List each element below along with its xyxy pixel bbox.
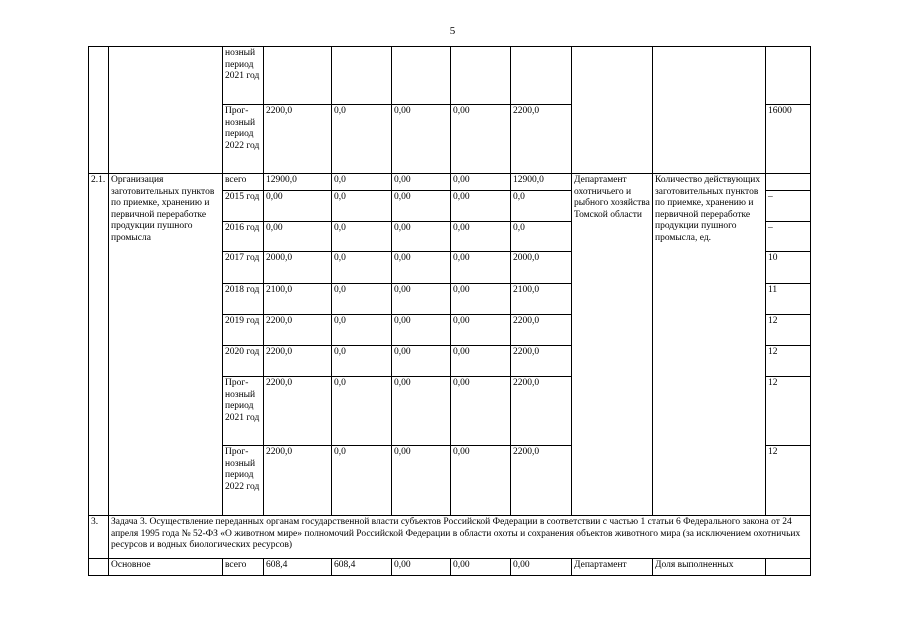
value-cell: 0,0	[511, 191, 572, 222]
value-cell: 2000,0	[264, 252, 332, 284]
value-cell: 2200,0	[264, 105, 332, 174]
value-cell: 0,00	[451, 191, 511, 222]
value-cell: 2000,0	[511, 252, 572, 284]
value-cell: 0,0	[332, 377, 392, 446]
num-cell: 2.1.	[89, 174, 109, 516]
value-cell: 0,00	[264, 222, 332, 252]
value-cell: 0,0	[332, 446, 392, 516]
indicator-value-cell	[766, 174, 811, 191]
value-cell: 0,0	[332, 284, 392, 315]
value-cell: 0,00	[392, 174, 451, 191]
value-cell: 0,00	[451, 222, 511, 252]
value-cell: 0,0	[332, 191, 392, 222]
value-cell: 608,4	[332, 559, 392, 576]
indicator-name-cell: Количество действующих заготовительных пунктов по приемке, хранению и первичной переработке продукции пушного промысла, ед.	[653, 174, 766, 516]
period-cell: всего	[223, 174, 264, 191]
name-cell	[109, 47, 223, 174]
value-cell: 2100,0	[511, 284, 572, 315]
value-cell	[451, 47, 511, 105]
indicator-value-cell: 12	[766, 315, 811, 346]
value-cell: 0,00	[511, 559, 572, 576]
value-cell: 2200,0	[511, 377, 572, 446]
value-cell: 0,00	[392, 315, 451, 346]
value-cell: 2200,0	[511, 346, 572, 377]
period-cell: всего	[223, 559, 264, 576]
value-cell: 2200,0	[264, 315, 332, 346]
value-cell: 2200,0	[264, 446, 332, 516]
value-cell: 2200,0	[511, 446, 572, 516]
indicator-value-cell	[766, 559, 811, 576]
value-cell: 12900,0	[264, 174, 332, 191]
value-cell: 0,00	[392, 252, 451, 284]
value-cell: 0,00	[451, 252, 511, 284]
value-cell	[264, 47, 332, 105]
value-cell: 0,00	[451, 346, 511, 377]
num-cell	[89, 47, 109, 174]
period-cell: 2018 год	[223, 284, 264, 315]
executor-cell: Департамент	[572, 559, 653, 576]
executor-cell: Департамент охотничьего и рыбного хозяйства Томской области	[572, 174, 653, 516]
value-cell: 2200,0	[511, 315, 572, 346]
value-cell: 0,00	[392, 105, 451, 174]
value-cell: 2100,0	[264, 284, 332, 315]
value-cell: 12900,0	[511, 174, 572, 191]
period-cell: Прог-нозный период 2022 год	[223, 446, 264, 516]
value-cell: 0,00	[451, 315, 511, 346]
value-cell: 2200,0	[264, 377, 332, 446]
num-cell: 3.	[89, 516, 109, 559]
value-cell: 0,0	[332, 105, 392, 174]
indicator-value-cell: 12	[766, 346, 811, 377]
indicator-name-cell: Доля выполненных	[653, 559, 766, 576]
period-cell: нозный период 2021 год	[223, 47, 264, 105]
period-cell: 2017 год	[223, 252, 264, 284]
indicator-value-cell: 12	[766, 446, 811, 516]
value-cell: 0,0	[332, 346, 392, 377]
executor-cell	[572, 47, 653, 174]
indicator-value-cell: 16000	[766, 105, 811, 174]
period-cell: Прог-нозный период 2021 год	[223, 377, 264, 446]
indicator-value-cell: 10	[766, 252, 811, 284]
value-cell: 2200,0	[511, 105, 572, 174]
table-body	[89, 47, 811, 576]
value-cell: 0,00	[392, 284, 451, 315]
value-cell: 0,00	[264, 191, 332, 222]
page-number: 5	[449, 25, 456, 37]
value-cell: 2200,0	[264, 346, 332, 377]
value-cell: 0,0	[332, 252, 392, 284]
indicator-value-cell: –	[766, 222, 811, 252]
num-cell	[89, 559, 109, 576]
indicator-value-cell: –	[766, 191, 811, 222]
table-row	[89, 174, 811, 191]
table-row	[89, 47, 811, 105]
value-cell	[511, 47, 572, 105]
value-cell: 0,00	[451, 446, 511, 516]
period-cell: 2016 год	[223, 222, 264, 252]
program-table	[88, 46, 811, 576]
indicator-value-cell	[766, 47, 811, 105]
period-cell: 2015 год	[223, 191, 264, 222]
value-cell: 0,00	[451, 284, 511, 315]
indicator-value-cell: 11	[766, 284, 811, 315]
table-row	[89, 559, 811, 576]
value-cell: 0,00	[392, 222, 451, 252]
period-cell: Прог-нозный период 2022 год	[223, 105, 264, 174]
value-cell: 0,00	[451, 377, 511, 446]
value-cell: 0,00	[392, 191, 451, 222]
value-cell: 0,00	[392, 446, 451, 516]
value-cell: 0,0	[332, 315, 392, 346]
value-cell: 0,0	[511, 222, 572, 252]
name-cell: Основное	[109, 559, 223, 576]
value-cell	[392, 47, 451, 105]
value-cell: 0,00	[451, 105, 511, 174]
task-text-cell: Задача 3. Осуществление переданных органам государственной власти субъектов Российской Федерации в соответствии с частью 1 статьи 6 Федерального закона от 24 апреля 1995 года № 52-ФЗ «О животном мире» полномочий Российской Федерации в области охоты и сохранения объектов животного мира (за исключением охотничьих ресурсов и водных биологических ресурсов)	[109, 516, 811, 559]
name-cell: Организация заготовительных пунктов по приемке, хранению и первичной переработке продукции пушного промысла	[109, 174, 223, 516]
period-cell: 2019 год	[223, 315, 264, 346]
table-row	[89, 516, 811, 559]
period-cell: 2020 год	[223, 346, 264, 377]
value-cell: 0,0	[332, 174, 392, 191]
value-cell: 0,00	[392, 377, 451, 446]
value-cell: 0,00	[392, 559, 451, 576]
value-cell: 0,0	[332, 222, 392, 252]
value-cell: 0,00	[451, 559, 511, 576]
value-cell: 608,4	[264, 559, 332, 576]
indicator-name-cell	[653, 47, 766, 174]
indicator-value-cell: 12	[766, 377, 811, 446]
value-cell: 0,00	[451, 174, 511, 191]
value-cell: 0,00	[392, 346, 451, 377]
value-cell	[332, 47, 392, 105]
